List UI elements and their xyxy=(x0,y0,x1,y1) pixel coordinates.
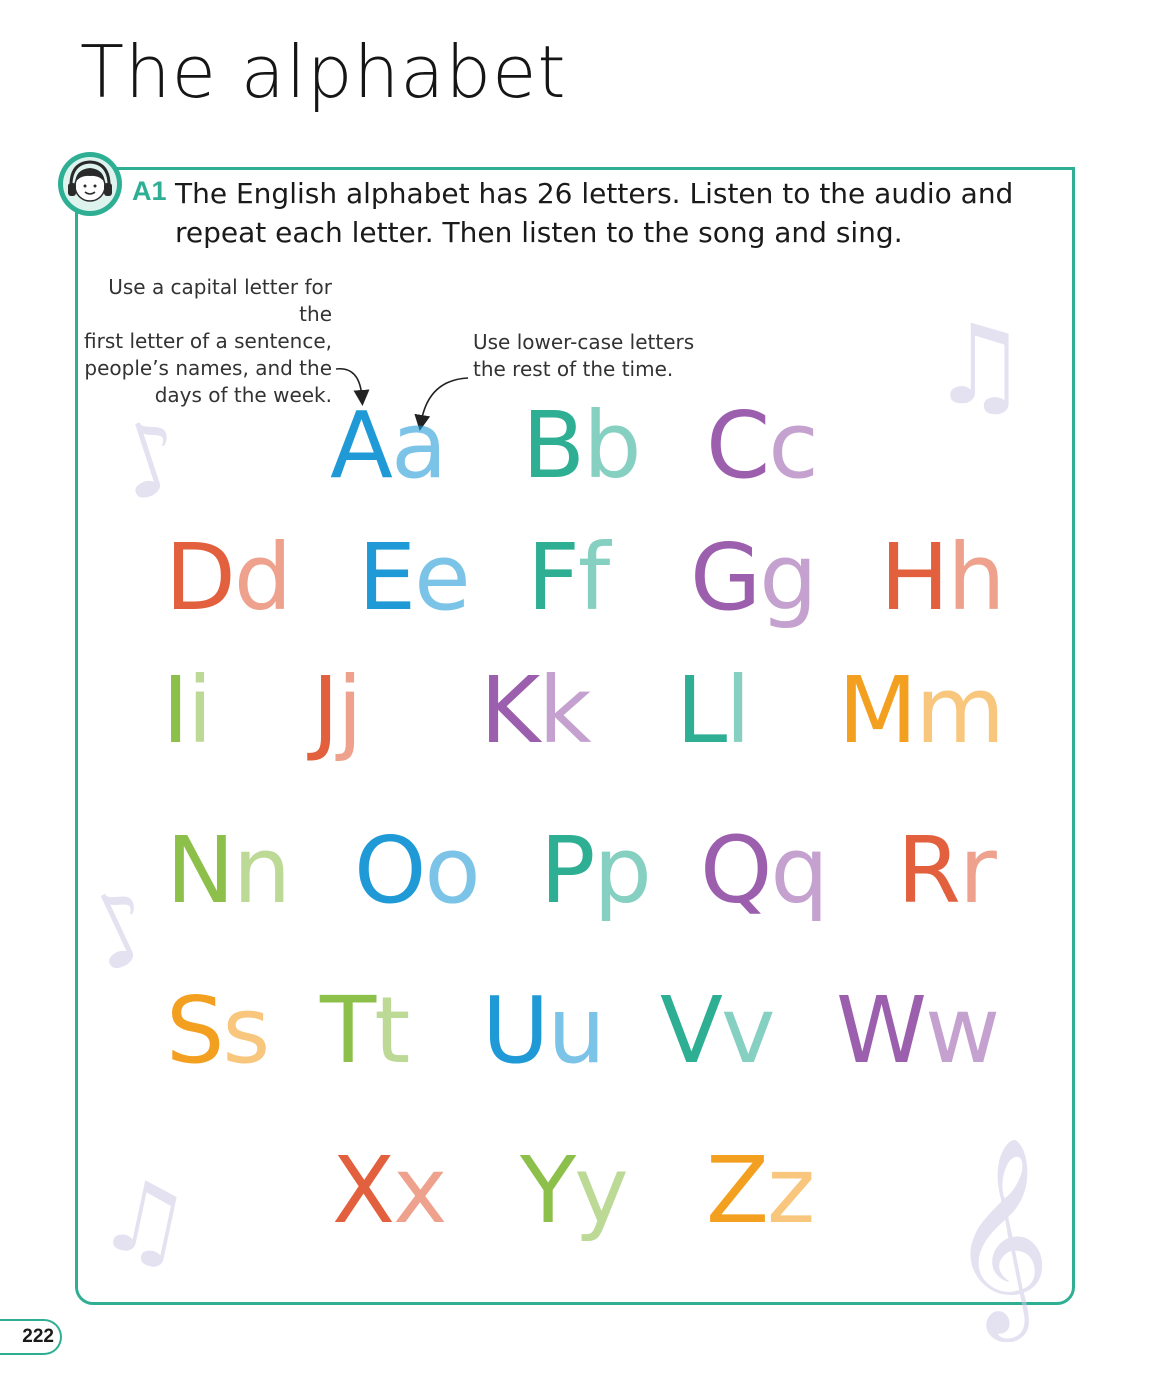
letter-pair-x xyxy=(332,1137,446,1244)
note-line: first letter of a sentence, xyxy=(84,329,332,353)
note-line: people’s names, and the xyxy=(84,356,332,380)
lowercase-letter: j xyxy=(337,657,361,764)
letter-pair-n xyxy=(166,817,290,924)
lowercase-letter: u xyxy=(547,977,604,1084)
letter-pair-r xyxy=(897,817,995,924)
lowercase-letter: y xyxy=(574,1137,627,1244)
letter-pair-v xyxy=(660,977,774,1084)
lowercase-letter: z xyxy=(767,1137,814,1244)
page-title: The alphabet xyxy=(80,30,567,114)
letter-pair-q xyxy=(700,817,827,924)
music-note-icon: ♪ xyxy=(101,394,199,526)
letter-pair-m xyxy=(838,657,1004,764)
instruction-line-1: The English alphabet has 26 letters. Listen to the audio and xyxy=(175,177,1014,210)
page-number: 222 xyxy=(0,1319,62,1355)
uppercase-letter: P xyxy=(540,817,594,924)
uppercase-letter: F xyxy=(527,524,578,631)
lowercase-letter: i xyxy=(187,657,211,764)
letter-pair-a xyxy=(330,392,446,499)
letter-pair-t xyxy=(320,977,409,1084)
uppercase-letter: J xyxy=(312,657,338,764)
lowercase-letter: v xyxy=(720,977,774,1084)
note-line: Use a capital letter for the xyxy=(108,275,332,326)
lowercase-letter: r xyxy=(958,817,995,924)
exercise-number: A1 xyxy=(132,176,167,206)
uppercase-letter: Z xyxy=(706,1137,768,1244)
letter-pair-z xyxy=(706,1137,814,1244)
letter-pair-y xyxy=(520,1137,627,1244)
lowercase-letter: f xyxy=(577,524,609,631)
lowercase-letter: m xyxy=(915,657,1004,764)
letter-pair-o xyxy=(354,817,479,924)
lowercase-letter: q xyxy=(770,817,827,924)
uppercase-letter: H xyxy=(880,524,948,631)
lowercase-letter: s xyxy=(222,977,269,1084)
note-line: days of the week. xyxy=(154,383,332,407)
uppercase-letter: M xyxy=(838,657,916,764)
lowercase-letter: a xyxy=(390,392,446,499)
uppercase-letter: K xyxy=(480,657,539,764)
lowercase-letter: l xyxy=(725,657,749,764)
uppercase-letter: E xyxy=(358,524,415,631)
note-line: the rest of the time. xyxy=(473,357,674,381)
instruction-line-2: repeat each letter. Then listen to the song and sing. xyxy=(175,216,903,249)
lowercase-letter: e xyxy=(414,524,469,631)
lowercase-letter: k xyxy=(538,657,590,764)
lowercase-letter: t xyxy=(374,977,409,1084)
letter-pair-l xyxy=(676,657,749,764)
letter-pair-b xyxy=(522,392,640,499)
letter-pair-u xyxy=(482,977,604,1084)
lowercase-letter: c xyxy=(768,392,817,499)
letter-pair-e xyxy=(358,524,469,631)
uppercase-letter: X xyxy=(332,1137,394,1244)
note-line: Use lower-case letters xyxy=(473,330,695,354)
uppercase-letter: A xyxy=(330,392,391,499)
letter-pair-i xyxy=(162,657,211,764)
letter-pair-s xyxy=(166,977,269,1084)
uppercase-letter: T xyxy=(320,977,375,1084)
uppercase-letter: Q xyxy=(700,817,771,924)
letter-pair-g xyxy=(690,524,816,631)
lowercase-letter: p xyxy=(593,817,650,924)
lowercase-letter: b xyxy=(583,392,640,499)
uppercase-letter: D xyxy=(165,524,234,631)
uppercase-letter: U xyxy=(482,977,548,1084)
music-note-icon: ♫ xyxy=(930,301,1029,429)
uppercase-letter: L xyxy=(676,657,726,764)
uppercase-letter: C xyxy=(706,392,769,499)
letter-pair-j xyxy=(312,657,361,764)
uppercase-letter: R xyxy=(897,817,959,924)
uppercase-letter: Y xyxy=(520,1137,575,1244)
letter-pair-w xyxy=(836,977,999,1084)
lowercase-letter: g xyxy=(759,524,816,631)
exercise-instructions xyxy=(175,174,1075,252)
letter-pair-f xyxy=(527,524,609,631)
uppercase-letter: I xyxy=(162,657,188,764)
uppercase-letter: B xyxy=(522,392,584,499)
uppercase-letter: N xyxy=(166,817,233,924)
headphones-audio-icon[interactable] xyxy=(56,150,124,218)
lowercase-letter: n xyxy=(232,817,290,924)
lowercase-letter: x xyxy=(393,1137,446,1244)
music-note-icon: ♪ xyxy=(66,863,174,997)
lowercase-letter: w xyxy=(924,977,999,1084)
treble-clef-icon: 𝄞 xyxy=(950,1136,1051,1334)
letter-pair-h xyxy=(880,524,1004,631)
uppercase-letter: W xyxy=(836,977,925,1084)
uppercase-letter: G xyxy=(690,524,760,631)
letter-pair-d xyxy=(165,524,291,631)
letter-pair-c xyxy=(706,392,817,499)
lowercase-letter: h xyxy=(947,524,1004,631)
uppercase-letter: S xyxy=(166,977,223,1084)
music-note-icon: ♫ xyxy=(88,1152,201,1287)
uppercase-letter: O xyxy=(354,817,425,924)
uppercase-letter: V xyxy=(660,977,721,1084)
lowercase-letter-note xyxy=(473,329,713,383)
capital-letter-note xyxy=(80,274,332,409)
lowercase-letter: d xyxy=(233,524,291,631)
lowercase-letter: o xyxy=(424,817,479,924)
letter-pair-p xyxy=(540,817,650,924)
letter-pair-k xyxy=(480,657,590,764)
